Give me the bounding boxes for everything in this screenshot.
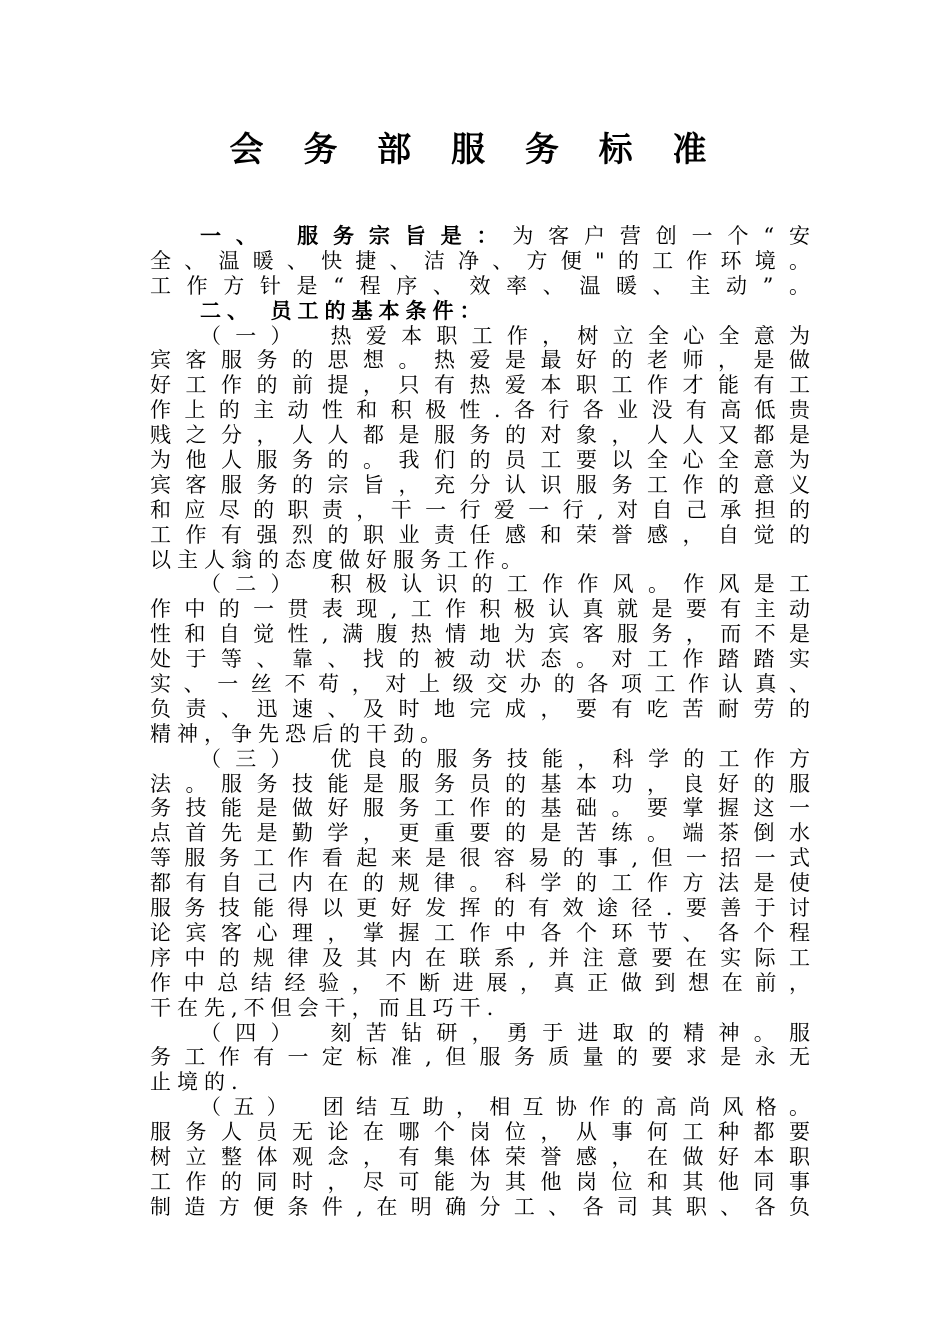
- text-line: （三） 优良的服务技能，科学的工作方: [200, 746, 810, 771]
- text-line: 工作方针是“程序、效率、温暖、主动”。: [150, 273, 810, 298]
- text-line: 实、一丝不苟，对上级交办的各项工作认真、: [150, 672, 810, 697]
- text-line: 宾客服务的宗旨，充分认识服务工作的意义: [150, 472, 810, 497]
- text-line: 止境的.: [150, 1070, 244, 1095]
- text-line: 树立整体观念，有集体荣誉感，在做好本职: [150, 1144, 810, 1169]
- text-line: 服务技能得以更好发挥的有效途径.要善于讨: [150, 896, 810, 921]
- text-line: 处于等、靠、找的被动状态。对工作踏踏实: [150, 647, 810, 672]
- text-line: 以主人翁的态度做好服务工作。: [150, 547, 528, 572]
- text-line: 作中的一贯表现,工作积极认真就是要有主动: [150, 597, 810, 622]
- text-line: 二、 员工的基本条件：: [200, 298, 487, 323]
- text-line: 工作有强烈的职业责任感和荣誉感，自觉的: [150, 522, 810, 547]
- document-body: [150, 224, 810, 1220]
- text-line: 宾客服务的思想。热爱是最好的老师，是做: [150, 348, 810, 373]
- text-line: 都有自己内在的规律。科学的工作方法是使: [150, 871, 810, 896]
- document-title: 会 务 部 服 务 标 准: [229, 130, 721, 170]
- text-line: 务技能是做好服务工作的基础。要掌握这一: [150, 796, 810, 821]
- text-line: 制造方便条件,在明确分工、各司其职、各负: [150, 1194, 810, 1219]
- text-line: 服务人员无论在哪个岗位，从事何工种都要: [150, 1120, 810, 1145]
- text-line: 全、温暖、快捷、洁净、方便"的工作环境。: [150, 248, 810, 273]
- text-line: （二） 积极认识的工作作风。作风是工: [200, 572, 810, 597]
- text-line: （五） 团结互助，相互协作的高尚风格。: [200, 1095, 810, 1120]
- text-line: 干在先,不但会干，而且巧干.: [150, 995, 500, 1020]
- text-line: （四） 刻苦钻研，勇于进取的精神。服: [200, 1020, 810, 1045]
- text-line: 性和自觉性,满腹热情地为宾客服务，而不是: [150, 622, 810, 647]
- text-line: 负责、迅速、及时地完成，要有吃苦耐劳的: [150, 696, 810, 721]
- line-text: 为客户营创一个“安: [512, 224, 810, 248]
- section-heading: 一、 服务宗旨是：: [200, 224, 513, 248]
- text-line: 好工作的前提，只有热爱本职工作才能有工: [150, 373, 810, 398]
- text-line: 法。服务技能是服务员的基本功，良好的服: [150, 771, 810, 796]
- text-line: 点首先是勤学，更重要的是苦练。端茶倒水: [150, 821, 810, 846]
- text-line: 贱之分，人人都是服务的对象，人人又都是: [150, 423, 810, 448]
- text-line: 等服务工作看起来是很容易的事,但一招一式: [150, 846, 810, 871]
- text-line: 工作的同时，尽可能为其他岗位和其他同事: [150, 1169, 810, 1194]
- text-line: [150, 224, 810, 249]
- text-line: 为他人服务的。我们的员工要以全心全意为: [150, 448, 810, 473]
- text-line: 和应尽的职责，干一行爱一行,对自己承担的: [150, 497, 810, 522]
- text-line: 作上的主动性和积极性.各行各业没有高低贵: [150, 398, 810, 423]
- text-line: 务工作有一定标准,但服务质量的要求是永无: [150, 1045, 810, 1070]
- text-line: 作中总结经验，不断进展，真正做到想在前，: [150, 970, 810, 995]
- text-line: 精神，争先恐后的干劲。: [150, 721, 447, 746]
- text-line: 论宾客心理，掌握工作中各个环节、各个程: [150, 920, 810, 945]
- text-line: （一） 热爱本职工作，树立全心全意为: [200, 323, 810, 348]
- text-line: 序中的规律及其内在联系,并注意要在实际工: [150, 945, 810, 970]
